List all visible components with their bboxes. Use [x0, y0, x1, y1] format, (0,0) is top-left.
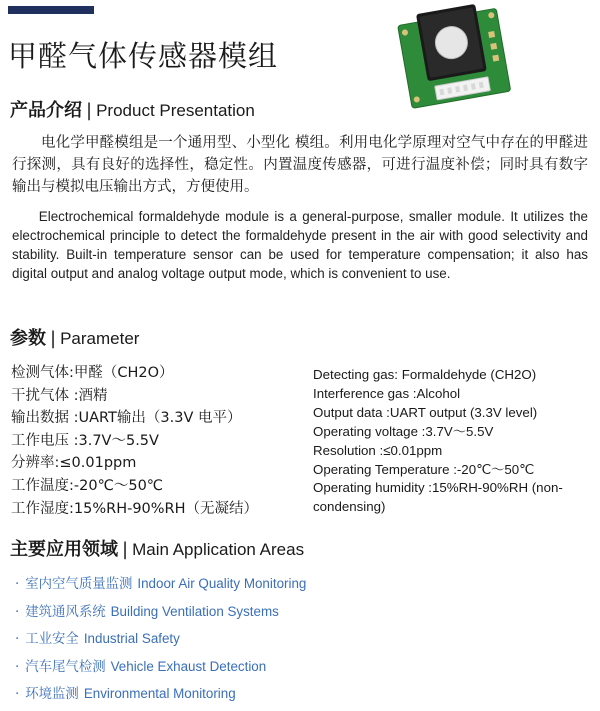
param-zh-output: 输出数据 :UART输出（3.3V 电平）	[11, 410, 242, 427]
intro-heading: 产品介绍 | Product Presentation	[10, 100, 255, 121]
param-en-output: Output data :UART output (3.3V level)	[313, 404, 538, 420]
top-accent-bar	[8, 6, 94, 14]
param-en-temperature: Operating Temperature :-20℃～50℃	[313, 461, 535, 477]
parameter-list-en	[313, 366, 583, 517]
parameter-heading: 参数 | Parameter	[10, 328, 140, 349]
list-item: · 建筑通风系统 Building Ventilation Systems	[15, 603, 279, 620]
list-item: · 汽车尾气检测 Vehicle Exhaust Detection	[15, 658, 267, 675]
param-en-resolution: Resolution :≤0.01ppm	[313, 442, 443, 458]
param-zh-gas: 检测气体:甲醛（CH2O）	[11, 365, 174, 381]
list-item: · 室内空气质量监测 Indoor Air Quality Monitoring	[15, 576, 307, 592]
param-en-interference: Interference gas :Alcohol	[313, 385, 461, 401]
param-zh-resolution: 分辨率:≤0.01ppm	[11, 455, 137, 472]
list-item: · 工业安全 Industrial Safety	[15, 631, 180, 648]
parameter-list-zh	[11, 362, 258, 520]
param-zh-voltage: 工作电压 :3.7V～5.5V	[11, 432, 159, 449]
param-zh-temperature: 工作温度:-20℃～50℃	[11, 477, 164, 494]
applications-list	[15, 571, 306, 709]
param-en-gas: Detecting gas: Formaldehyde (CH2O)	[313, 367, 537, 382]
page-title: 甲醛气体传感器模组	[8, 39, 279, 73]
intro-paragraph-zh: 电化学甲醛模组是一个通用型、小型化 模组。利用电化学原理对空气中存在的甲醛进行探测，具有良好的选择性，稳定性。内置温度传感器，可进行温度补偿；同时具有数字输出与模拟电压输出方式，方便使用。	[12, 135, 588, 195]
param-en-humidity: Operating humidity :15%RH-90%RH (non-condensing)	[313, 480, 563, 515]
param-zh-humidity: 工作湿度:15%RH-90%RH（无凝结）	[11, 500, 259, 517]
applications-heading: 主要应用领域 | Main Application Areas	[10, 539, 305, 560]
sensor-module-image	[396, 2, 516, 112]
list-item: · 环境监测 Environmental Monitoring	[15, 686, 236, 703]
param-en-voltage: Operating voltage :3.7V～5.5V	[313, 423, 494, 439]
intro-paragraph-en: Electrochemical formaldehyde module is a general-purpose, smaller module. It utilizes the electrochemical principle to detect the formaldehyde present in the air with good selectivity and stability. Built-in temperature sensor can be used for temperature compensation; it also has digital output and analog voltage output mode, which is convenient to use.	[12, 209, 588, 281]
param-zh-interference: 干扰气体 :酒精	[11, 387, 108, 404]
